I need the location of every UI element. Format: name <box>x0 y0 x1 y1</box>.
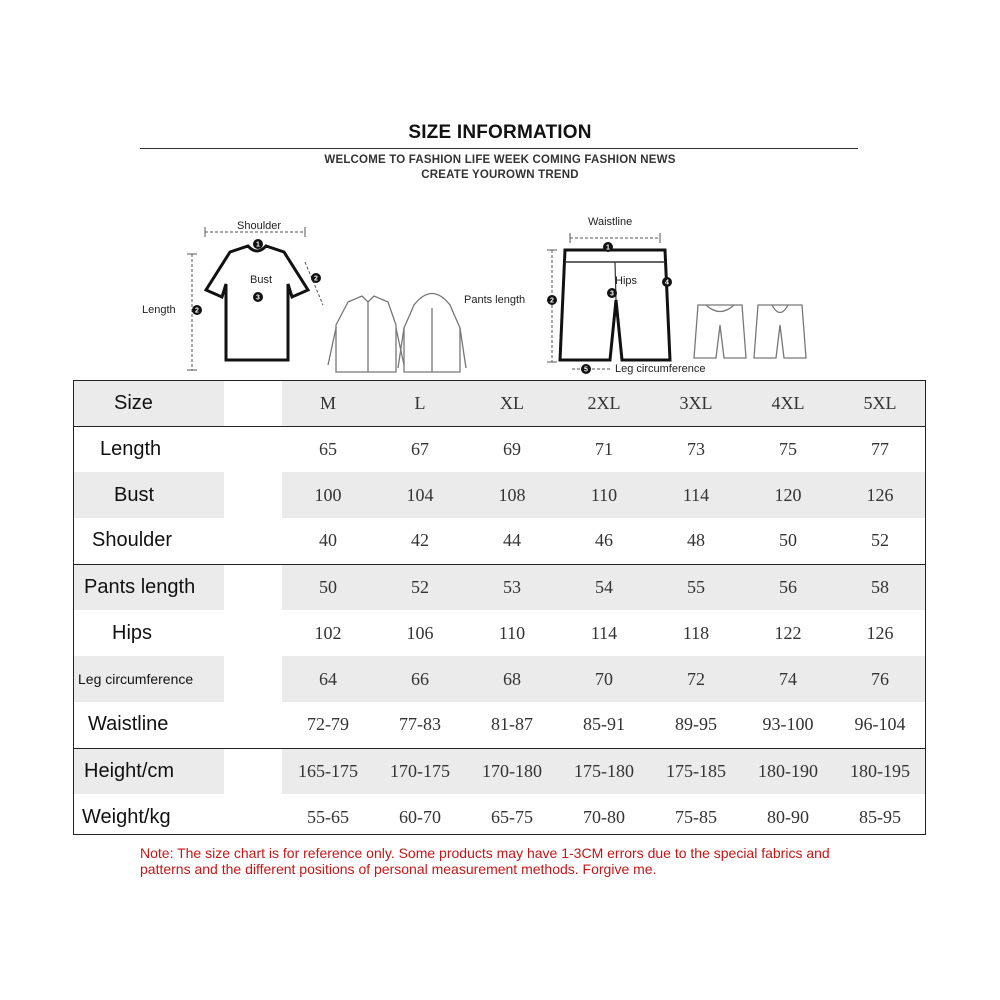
size-5xl: 5XL <box>834 381 926 426</box>
table-row <box>74 794 926 835</box>
row-label-bust: Bust <box>74 472 224 518</box>
svg-text:2: 2 <box>314 275 318 283</box>
table-cell: 110 <box>498 622 526 643</box>
hips-label: Hips <box>615 275 638 287</box>
size-table <box>73 380 926 835</box>
row-label-length: Length <box>74 426 224 472</box>
table-cell: 81-87 <box>491 714 533 735</box>
table-cell: 73 <box>650 426 742 472</box>
svg-text:1: 1 <box>606 244 610 252</box>
table-cell: 102 <box>314 622 342 643</box>
table-row <box>74 564 926 610</box>
size-4xl: 4XL <box>742 381 834 426</box>
row-label-leg-circumference: Leg circumference <box>74 656 224 702</box>
subtitle-line-2: CREATE YOUROWN TREND <box>421 169 579 181</box>
table-cell: 71 <box>558 426 650 472</box>
top-measurement-diagram <box>130 210 480 380</box>
table-row <box>74 426 926 472</box>
table-cell: 114 <box>650 472 742 518</box>
table-cell: 114 <box>590 622 618 643</box>
table-cell: 77-83 <box>399 714 441 735</box>
table-cell: 76 <box>834 656 926 702</box>
row-label-height: Height/cm <box>74 748 224 794</box>
table-cell: 175-185 <box>650 748 742 794</box>
svg-text:3: 3 <box>256 294 260 302</box>
table-cell: 50 <box>779 530 797 551</box>
svg-text:2: 2 <box>195 307 199 315</box>
table-cell: 170-175 <box>374 748 466 794</box>
table-cell: 120 <box>742 472 834 518</box>
table-cell: 75 <box>742 426 834 472</box>
pants-length-label: Pants length <box>464 294 526 306</box>
table-cell: 60-70 <box>399 806 441 827</box>
row-label-weight: Weight/kg <box>82 805 171 828</box>
table-cell: 80-90 <box>767 806 809 827</box>
table-cell: 118 <box>682 622 710 643</box>
table-row <box>74 748 926 794</box>
page-title: SIZE INFORMATION <box>408 122 592 143</box>
table-cell: 104 <box>374 472 466 518</box>
table-cell: 77 <box>834 426 926 472</box>
table-cell: 106 <box>406 622 434 643</box>
table-cell: 44 <box>503 530 521 551</box>
svg-text:5: 5 <box>584 366 588 374</box>
table-cell: 180-190 <box>742 748 834 794</box>
table-cell: 46 <box>595 530 613 551</box>
table-cell: 126 <box>834 472 926 518</box>
table-cell: 54 <box>558 564 650 610</box>
title-divider <box>140 148 858 149</box>
size-chart-note: Note: The size chart is for reference only. Some products may have 1-3CM errors due to the special fabrics and patterns and the different positions of personal measurement methods. Forgive me. <box>140 845 830 877</box>
table-cell: 175-180 <box>558 748 650 794</box>
leg-circumference-label: Leg circumference <box>615 363 706 375</box>
table-cell: 65-75 <box>491 806 533 827</box>
table-cell: 72-79 <box>307 714 349 735</box>
table-cell: 70-80 <box>583 806 625 827</box>
bust-label: Bust <box>250 274 273 286</box>
table-cell: 100 <box>282 472 374 518</box>
table-row <box>74 702 926 748</box>
shoulder-label: Shoulder <box>237 220 282 232</box>
table-cell: 93-100 <box>762 714 814 735</box>
table-header-row <box>74 381 926 426</box>
table-cell: 126 <box>866 622 894 643</box>
table-cell: 85-95 <box>859 806 901 827</box>
table-cell: 72 <box>650 656 742 702</box>
table-cell: 52 <box>374 564 466 610</box>
table-cell: 52 <box>871 530 889 551</box>
table-cell: 85-91 <box>583 714 625 735</box>
table-cell: 122 <box>774 622 802 643</box>
table-row <box>74 472 926 518</box>
svg-text:4: 4 <box>665 279 669 287</box>
table-cell: 65 <box>282 426 374 472</box>
table-cell: 180-195 <box>834 748 926 794</box>
size-header-label: Size <box>74 381 224 426</box>
table-cell: 74 <box>742 656 834 702</box>
table-cell: 170-180 <box>466 748 558 794</box>
size-3xl: 3XL <box>650 381 742 426</box>
table-cell: 58 <box>834 564 926 610</box>
table-cell: 42 <box>411 530 429 551</box>
table-cell: 67 <box>374 426 466 472</box>
svg-text:1: 1 <box>256 241 260 249</box>
table-cell: 55 <box>650 564 742 610</box>
subtitle-line-1: WELCOME TO FASHION LIFE WEEK COMING FASHION NEWS <box>324 154 676 166</box>
table-cell: 89-95 <box>675 714 717 735</box>
row-label-waistline: Waistline <box>88 713 169 736</box>
length-label: Length <box>142 304 176 316</box>
svg-text:3: 3 <box>610 290 614 298</box>
table-cell: 64 <box>282 656 374 702</box>
row-label-hips: Hips <box>112 621 153 644</box>
table-row <box>74 610 926 656</box>
table-cell: 40 <box>319 530 337 551</box>
pants-measurement-diagram <box>460 210 860 380</box>
size-xl: XL <box>466 381 558 426</box>
table-cell: 56 <box>742 564 834 610</box>
table-cell: 75-85 <box>675 806 717 827</box>
table-cell: 110 <box>558 472 650 518</box>
top-garments-illustration <box>130 210 480 380</box>
table-cell: 68 <box>466 656 558 702</box>
table-cell: 66 <box>374 656 466 702</box>
table-cell: 69 <box>466 426 558 472</box>
size-2xl: 2XL <box>558 381 650 426</box>
table-cell: 50 <box>282 564 374 610</box>
table-cell: 96-104 <box>854 714 906 735</box>
waistline-label: Waistline <box>588 216 633 228</box>
table-cell: 48 <box>687 530 705 551</box>
row-label-shoulder: Shoulder <box>92 529 173 552</box>
table-cell: 53 <box>466 564 558 610</box>
size-m: M <box>282 381 374 426</box>
svg-text:2: 2 <box>550 297 554 305</box>
table-row <box>74 656 926 702</box>
size-l: L <box>374 381 466 426</box>
table-row <box>74 518 926 564</box>
table-cell: 55-65 <box>307 806 349 827</box>
row-label-pants-length: Pants length <box>74 564 224 610</box>
table-cell: 70 <box>558 656 650 702</box>
table-cell: 108 <box>466 472 558 518</box>
table-cell: 165-175 <box>282 748 374 794</box>
